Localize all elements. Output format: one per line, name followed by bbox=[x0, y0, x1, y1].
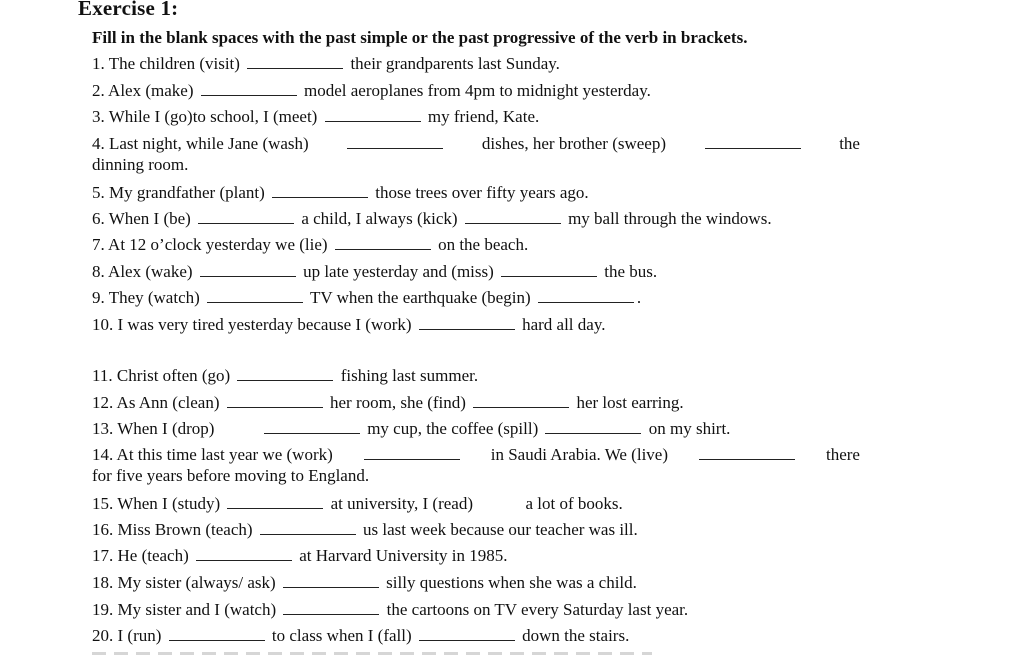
item-text: 11. Christ often (go) bbox=[92, 366, 231, 385]
answer-blank[interactable] bbox=[473, 393, 569, 408]
exercise-item-20 bbox=[92, 626, 629, 646]
item-text: 14. At this time last year we (work) bbox=[92, 445, 333, 464]
item-text: to class when I (fall) bbox=[271, 626, 412, 645]
exercise-item-18 bbox=[92, 573, 637, 593]
exercise-item-4-continued: dinning room. bbox=[92, 155, 189, 174]
item-text: 2. Alex (make) bbox=[92, 81, 194, 100]
answer-blank[interactable] bbox=[207, 288, 303, 303]
answer-blank[interactable] bbox=[545, 419, 641, 434]
exercise-item-11 bbox=[92, 366, 478, 386]
exercise-item-6 bbox=[92, 209, 772, 229]
exercise-title: Exercise 1: bbox=[78, 0, 179, 20]
answer-blank[interactable] bbox=[347, 134, 443, 149]
item-text: up late yesterday and (miss) bbox=[303, 262, 494, 281]
item-text: hard all day. bbox=[522, 315, 606, 334]
answer-blank[interactable] bbox=[272, 183, 368, 198]
item-text: their grandparents last Sunday. bbox=[350, 54, 560, 73]
item-text: on my shirt. bbox=[648, 419, 731, 438]
item-text: 5. My grandfather (plant) bbox=[92, 183, 265, 202]
item-text: silly questions when she was a child. bbox=[386, 573, 637, 592]
item-text: those trees over fifty years ago. bbox=[375, 183, 589, 202]
answer-blank[interactable] bbox=[699, 445, 795, 460]
answer-blank[interactable] bbox=[501, 262, 597, 277]
item-text: 6. When I (be) bbox=[92, 209, 191, 228]
answer-blank[interactable] bbox=[198, 209, 294, 224]
item-text: 8. Alex (wake) bbox=[92, 262, 193, 281]
exercise-item-2 bbox=[92, 81, 651, 101]
item-text: her lost earring. bbox=[576, 393, 684, 412]
exercise-item-4 bbox=[92, 134, 860, 154]
item-text: 9. They (watch) bbox=[92, 288, 200, 307]
exercise-item-19 bbox=[92, 600, 688, 620]
answer-blank[interactable] bbox=[705, 134, 801, 149]
item-text: the cartoons on TV every Saturday last year. bbox=[386, 600, 689, 619]
answer-blank[interactable] bbox=[169, 626, 265, 641]
answer-blank[interactable] bbox=[200, 262, 296, 277]
exercise-item-14-continued: for five years before moving to England. bbox=[92, 466, 370, 485]
exercise-item-1 bbox=[92, 54, 560, 74]
item-text: 4. Last night, while Jane (wash) bbox=[92, 134, 309, 153]
exercise-item-12 bbox=[92, 393, 684, 413]
answer-blank[interactable] bbox=[227, 393, 323, 408]
cropped-next-line bbox=[92, 652, 652, 655]
item-text: dishes, her brother (sweep) bbox=[481, 134, 666, 153]
item-text: 1. The children (visit) bbox=[92, 54, 240, 73]
answer-blank[interactable] bbox=[465, 209, 561, 224]
answer-blank[interactable] bbox=[325, 107, 421, 122]
exercise-item-14 bbox=[92, 445, 860, 465]
item-text: down the stairs. bbox=[522, 626, 630, 645]
answer-blank[interactable] bbox=[283, 573, 379, 588]
item-text: 16. Miss Brown (teach) bbox=[92, 520, 253, 539]
instruction-text: Fill in the blank spaces with the past simple or the past progressive of the verb in brackets. bbox=[92, 28, 748, 47]
item-text: TV when the earthquake (begin) bbox=[310, 288, 531, 307]
answer-blank[interactable] bbox=[335, 235, 431, 250]
answer-blank[interactable] bbox=[227, 494, 323, 509]
item-text: there bbox=[825, 445, 860, 464]
answer-blank[interactable] bbox=[538, 288, 634, 303]
item-text: 12. As Ann (clean) bbox=[92, 393, 220, 412]
item-text: 15. When I (study) bbox=[92, 494, 221, 513]
item-text: 19. My sister and I (watch) bbox=[92, 600, 277, 619]
item-text: fishing last summer. bbox=[340, 366, 479, 385]
exercise-item-13 bbox=[92, 419, 730, 439]
item-text: my friend, Kate. bbox=[427, 107, 540, 126]
answer-blank[interactable] bbox=[247, 54, 343, 69]
exercise-item-8 bbox=[92, 262, 657, 282]
item-text: 18. My sister (always/ ask) bbox=[92, 573, 276, 592]
item-text: the bbox=[839, 134, 860, 153]
exercise-item-10 bbox=[92, 315, 605, 335]
answer-blank[interactable] bbox=[196, 546, 292, 561]
answer-blank[interactable] bbox=[264, 419, 360, 434]
item-text: at university, I (read) bbox=[330, 494, 474, 513]
item-text: her room, she (find) bbox=[329, 393, 466, 412]
item-text: a child, I always (kick) bbox=[301, 209, 458, 228]
item-text: 17. He (teach) bbox=[92, 546, 189, 565]
item-text: my cup, the coffee (spill) bbox=[367, 419, 539, 438]
answer-blank[interactable] bbox=[364, 445, 460, 460]
item-text: at Harvard University in 1985. bbox=[299, 546, 508, 565]
exercise-item-17 bbox=[92, 546, 507, 566]
answer-blank[interactable] bbox=[260, 520, 356, 535]
item-text: my ball through the windows. bbox=[568, 209, 772, 228]
exercise-item-15 bbox=[92, 494, 623, 514]
answer-blank[interactable] bbox=[419, 315, 515, 330]
item-text: 20. I (run) bbox=[92, 626, 162, 645]
item-text: us last week because our teacher was ill. bbox=[363, 520, 638, 539]
exercise-item-9 bbox=[92, 288, 641, 308]
answer-blank[interactable] bbox=[419, 626, 515, 641]
item-text: in Saudi Arabia. We (live) bbox=[490, 445, 668, 464]
exercise-item-3 bbox=[92, 107, 539, 127]
item-text: 13. When I (drop) bbox=[92, 419, 215, 438]
answer-blank[interactable] bbox=[283, 600, 379, 615]
answer-blank[interactable] bbox=[237, 366, 333, 381]
item-text: on the beach. bbox=[438, 235, 529, 254]
exercise-item-5 bbox=[92, 183, 589, 203]
item-text: . bbox=[636, 288, 642, 307]
item-text: 3. While I (go)to school, I (meet) bbox=[92, 107, 318, 126]
item-text: a lot of books. bbox=[525, 494, 623, 513]
item-text: 7. At 12 o’clock yesterday we (lie) bbox=[92, 235, 328, 254]
exercise-item-7 bbox=[92, 235, 528, 255]
item-text: model aeroplanes from 4pm to midnight yesterday. bbox=[304, 81, 651, 100]
item-text: 10. I was very tired yesterday because I (work) bbox=[92, 315, 412, 334]
exercise-item-16 bbox=[92, 520, 638, 540]
item-text: the bus. bbox=[604, 262, 658, 281]
answer-blank[interactable] bbox=[201, 81, 297, 96]
